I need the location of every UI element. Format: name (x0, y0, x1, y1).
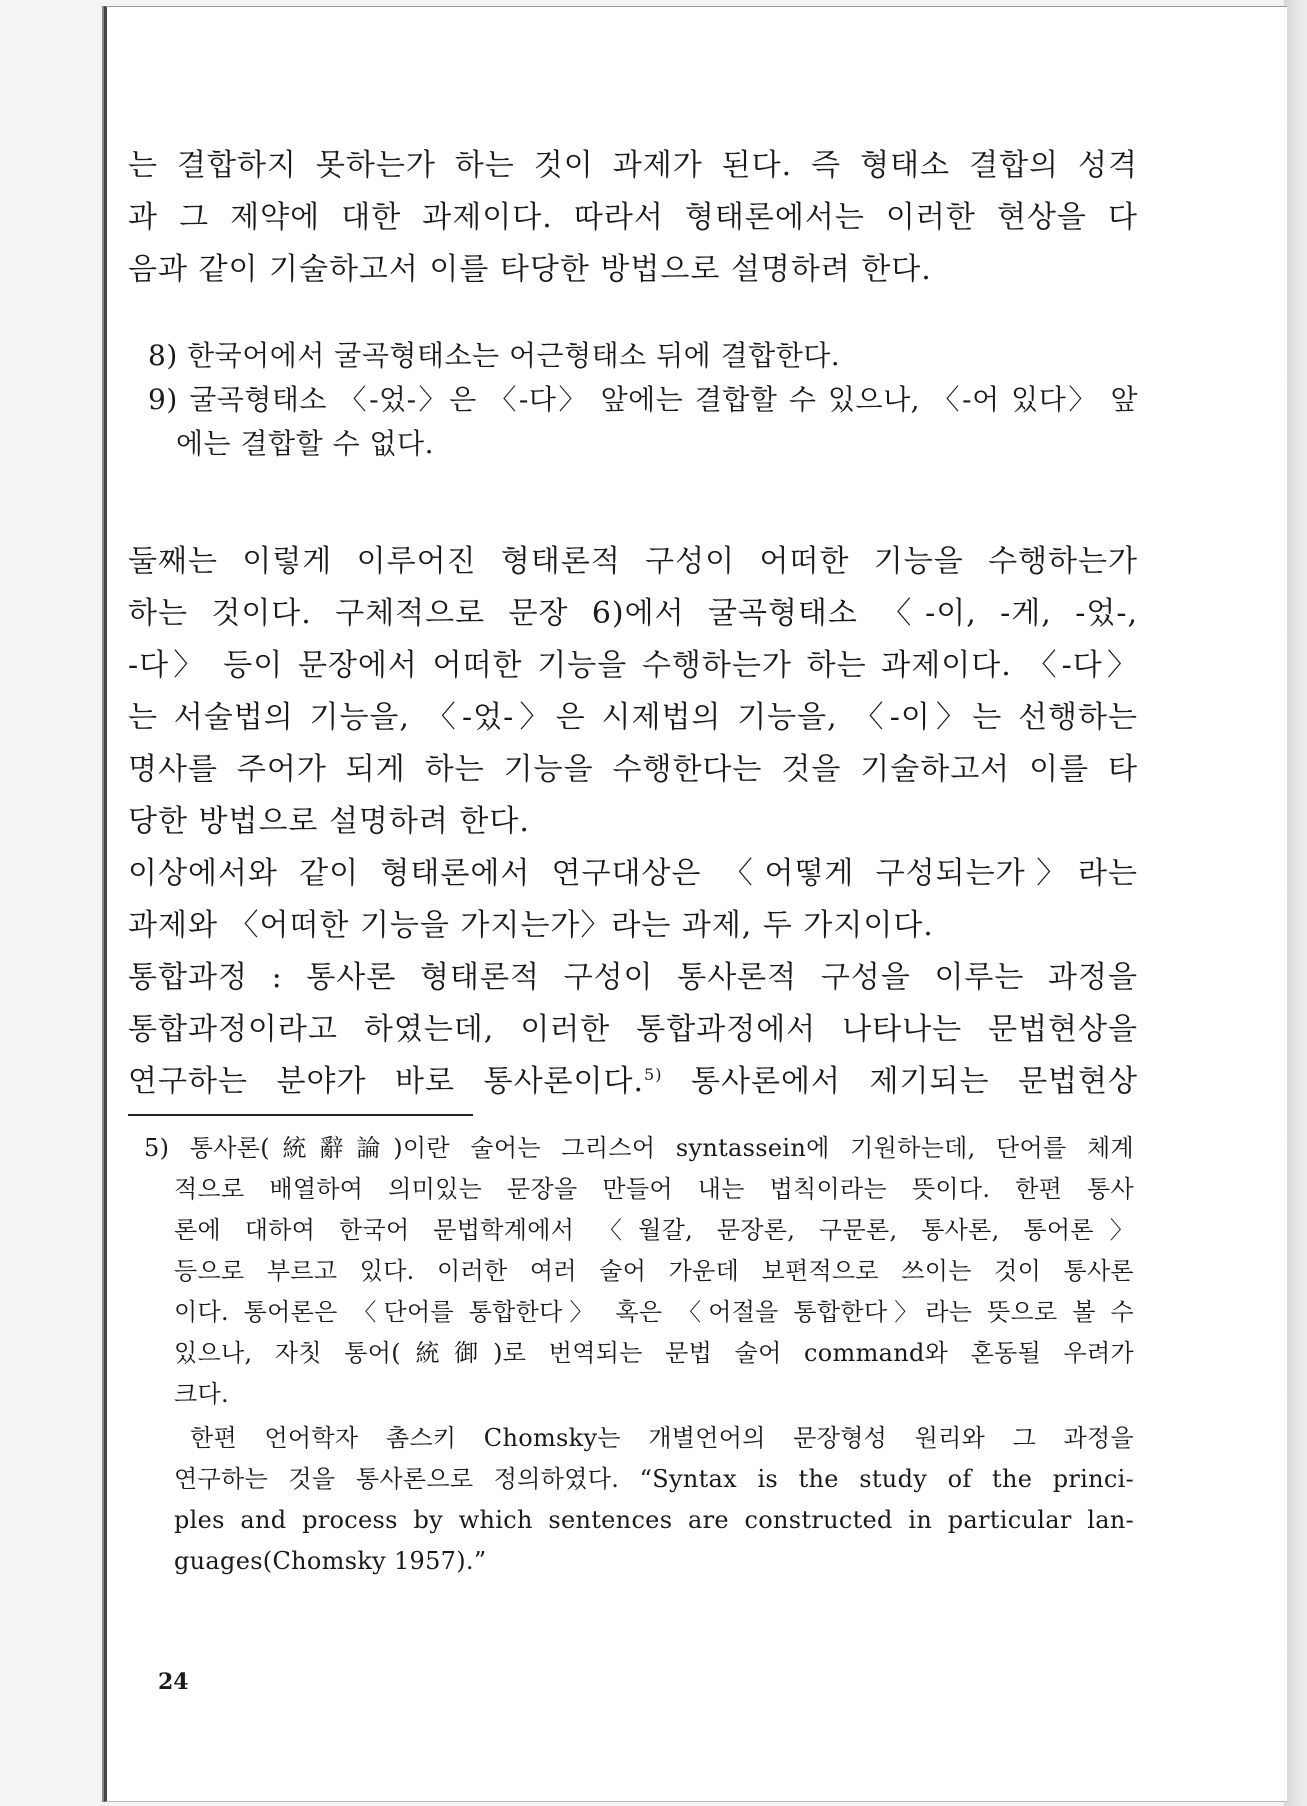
footnote-line: 있으나, 자칫 통어(統御)로 번역되는 문법 술어 command와 혼동될 우려가 (174, 1339, 1134, 1367)
body-line: 는 결합하지 못하는가 하는 것이 과제가 된다. 즉 형태소 결합의 성격 (128, 148, 1138, 183)
body-line: 둘째는 이렇게 이루어진 형태론적 구성이 어떠한 기능을 수행하는가 (128, 544, 1138, 579)
body-line: 과 그 제약에 대한 과제이다. 따라서 형태론에서는 이러한 현상을 다 (128, 200, 1138, 235)
footnote-line: 5) 통사론(統辭論)이란 술어는 그리스어 syntassein에 기원하는데, 단어를 체계 (144, 1134, 1134, 1162)
footnote-line: 크다. (174, 1380, 229, 1408)
footnote-line: 이다. 통어론은 〈단어를 통합한다〉 혹은 〈어절을 통합한다〉라는 뜻으로 볼 수 (174, 1298, 1134, 1326)
body-line: 는 서술법의 기능을, 〈-었-〉은 시제법의 기능을, 〈-이〉는 선행하는 (128, 700, 1138, 735)
footnote-line: 적으로 배열하여 의미있는 문장을 만들어 내는 법칙이라는 뜻이다. 한편 통사 (174, 1175, 1134, 1203)
example-9-line2: 에는 결합할 수 없다. (176, 427, 434, 460)
body-line: 통합과정이라고 하였는데, 이러한 통합과정에서 나타나는 문법현상을 (128, 1012, 1138, 1047)
example-9-line1: 9) 굴곡형태소 〈-었-〉은 〈-다〉 앞에는 결합할 수 있으나, 〈-어 있다〉 앞 (148, 383, 1138, 416)
footnote-line: ples and process by which sentences are constructed in particular lan- (174, 1506, 1134, 1534)
body-text: 연구하는 분야가 바로 통사론이다. (128, 1064, 645, 1099)
body-line: 명사를 주어가 되게 하는 기능을 수행한다는 것을 기술하고서 이를 타 (128, 752, 1138, 787)
footnote-line: 론에 대하여 한국어 문법학계에서 〈월갈, 문장론, 구문론, 통사론, 통어론〉 (174, 1216, 1134, 1244)
body-line: 통합과정 : 통사론 형태론적 구성이 통사론적 구성을 이루는 과정을 (128, 960, 1138, 995)
body-line-with-footnote-ref (128, 1056, 1138, 1108)
body-text: 통사론에서 제기되는 문법현상 (662, 1064, 1138, 1099)
next-page-edge (1284, 0, 1307, 1806)
footnote-reference: 5) (644, 1065, 663, 1084)
page-number: 24 (158, 1669, 189, 1695)
footnote-line: 연구하는 것을 통사론으로 정의하였다. “Syntax is the study of the princi- (174, 1465, 1134, 1493)
footnote-line: guages(Chomsky 1957).” (174, 1547, 487, 1575)
body-line: -다〉 등이 문장에서 어떠한 기능을 수행하는가 하는 과제이다. 〈-다〉 (128, 648, 1138, 683)
footnote-line: 한편 언어학자 촘스키 Chomsky는 개별언어의 문장형성 원리와 그 과정을 (190, 1424, 1134, 1452)
footnote-line: 등으로 부르고 있다. 이러한 여러 술어 가운데 보편적으로 쓰이는 것이 통사론 (174, 1257, 1134, 1285)
body-line: 하는 것이다. 구체적으로 문장 6)에서 굴곡형태소 〈-이, -게, -었-, (128, 596, 1138, 631)
footnote-divider (128, 1114, 473, 1116)
example-8: 8) 한국어에서 굴곡형태소는 어근형태소 뒤에 결합한다. (148, 339, 841, 372)
body-line: 당한 방법으로 설명하려 한다. (128, 804, 530, 839)
body-line: 음과 같이 기술하고서 이를 타당한 방법으로 설명하려 한다. (128, 252, 932, 287)
body-line: 이상에서와 같이 형태론에서 연구대상은 〈어떻게 구성되는가〉라는 (128, 856, 1138, 891)
body-line: 과제와 〈어떠한 기능을 가지는가〉라는 과제, 두 가지이다. (128, 908, 934, 943)
